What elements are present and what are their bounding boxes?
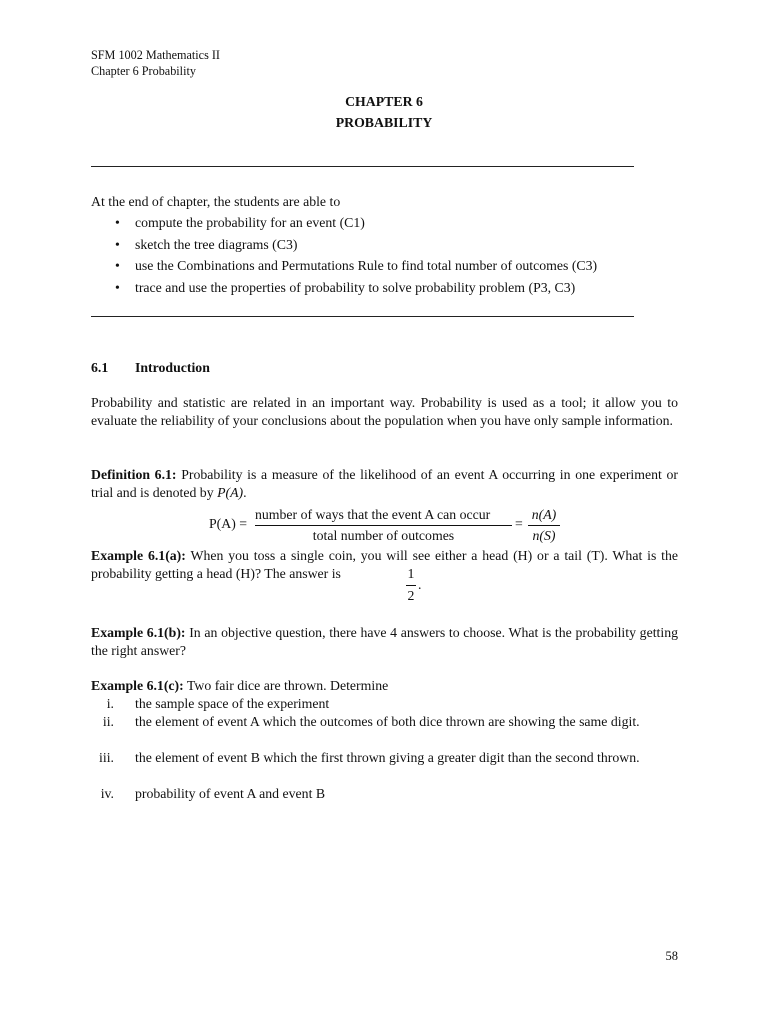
formula-denominator: total number of outcomes xyxy=(312,528,455,543)
example-c-body: Two fair dice are thrown. Determine xyxy=(183,678,389,693)
bullet-icon: • xyxy=(115,236,120,252)
list-item xyxy=(115,257,597,279)
objective-text: use the Combinations and Permutations Rule to find total number of outcomes (C3) xyxy=(135,258,598,273)
answer-fraction-bar xyxy=(406,585,416,586)
section-number: 6.1 xyxy=(91,360,109,375)
intro-paragraph: Probability and statistic are related in an important way. Probability is used as a tool; it allow you to evaluate the reliability of your conclusions about the population when you have only sample information. xyxy=(91,395,678,428)
example-a-body: When you toss a single coin, you will see either a head (H) or a tail (T). What is the probability getting a head (H)? The answer is xyxy=(91,548,678,581)
bullet-icon: • xyxy=(115,279,120,295)
page-number: 58 xyxy=(665,949,678,963)
example-b-body: In an objective question, there have 4 answers to choose. What is the probability getting the right answer? xyxy=(91,625,678,658)
n-of-a: n(A) xyxy=(531,507,557,522)
item-text: the sample space of the experiment xyxy=(135,696,330,711)
formula-numerator: number of ways that the event A can occur xyxy=(255,507,491,522)
list-item xyxy=(115,214,597,236)
formula-rhs-denominator xyxy=(528,527,560,545)
probability-notation: P(A) xyxy=(217,485,244,500)
divider-bottom xyxy=(91,316,634,317)
example-a-text xyxy=(91,547,678,583)
definition-text: Probability is a measure of the likelihood of an event A occurring in one experiment or trial and is denoted by xyxy=(91,467,678,500)
example-a-label: Example 6.1(a): xyxy=(91,548,186,563)
definition-end: . xyxy=(243,485,247,500)
running-header xyxy=(91,47,220,79)
formula-lhs: P(A) = xyxy=(209,516,248,531)
list-item xyxy=(115,236,597,258)
answer-numerator: 1 xyxy=(407,566,415,581)
fraction-bar xyxy=(255,525,512,526)
n-of-s: n(S) xyxy=(532,528,556,543)
item-text: the element of event B which the first thrown giving a greater digit than the second thrown. xyxy=(135,750,640,765)
chapter-title: PROBABILITY xyxy=(335,115,433,130)
example-a xyxy=(91,547,678,583)
item-text: probability of event A and event B xyxy=(135,786,326,801)
objectives-intro: At the end of chapter, the students are able to xyxy=(91,194,341,209)
objectives-list xyxy=(115,214,597,300)
definition-paragraph xyxy=(91,466,678,502)
item-number: ii. xyxy=(102,714,114,729)
bullet-icon: • xyxy=(115,215,120,230)
example-c-label: Example 6.1(c): xyxy=(91,678,184,693)
objective-text: compute the probability for an event (C1) xyxy=(135,215,365,230)
example-b xyxy=(91,624,678,660)
section-title: Introduction xyxy=(135,360,210,375)
chapter-running-title: Chapter 6 Probability xyxy=(91,64,196,78)
divider-top xyxy=(91,166,634,167)
item-number: i. xyxy=(106,696,114,711)
bullet-icon: • xyxy=(115,258,120,273)
objective-text: sketch the tree diagrams (C3) xyxy=(135,236,298,252)
item-number: iv. xyxy=(100,786,114,801)
formula-rhs-numerator xyxy=(528,506,560,524)
example-b-label: Example 6.1(b): xyxy=(91,625,186,640)
definition-label: Definition 6.1: xyxy=(91,467,177,482)
objective-text: trace and use the properties of probability to solve probability problem (P3, C3) xyxy=(135,279,576,295)
example-c-heading xyxy=(91,677,388,695)
course-code: SFM 1002 Mathematics II xyxy=(91,48,220,62)
list-item xyxy=(115,279,597,301)
formula-equals: = xyxy=(515,516,523,531)
item-text: the element of event A which the outcomes of both dice thrown are showing the same digit. xyxy=(135,714,640,729)
rhs-fraction-bar xyxy=(528,525,560,526)
chapter-number: CHAPTER 6 xyxy=(345,94,423,109)
item-number: iii. xyxy=(99,750,114,765)
answer-denominator: 2 xyxy=(407,588,415,603)
answer-end: . xyxy=(418,577,422,592)
